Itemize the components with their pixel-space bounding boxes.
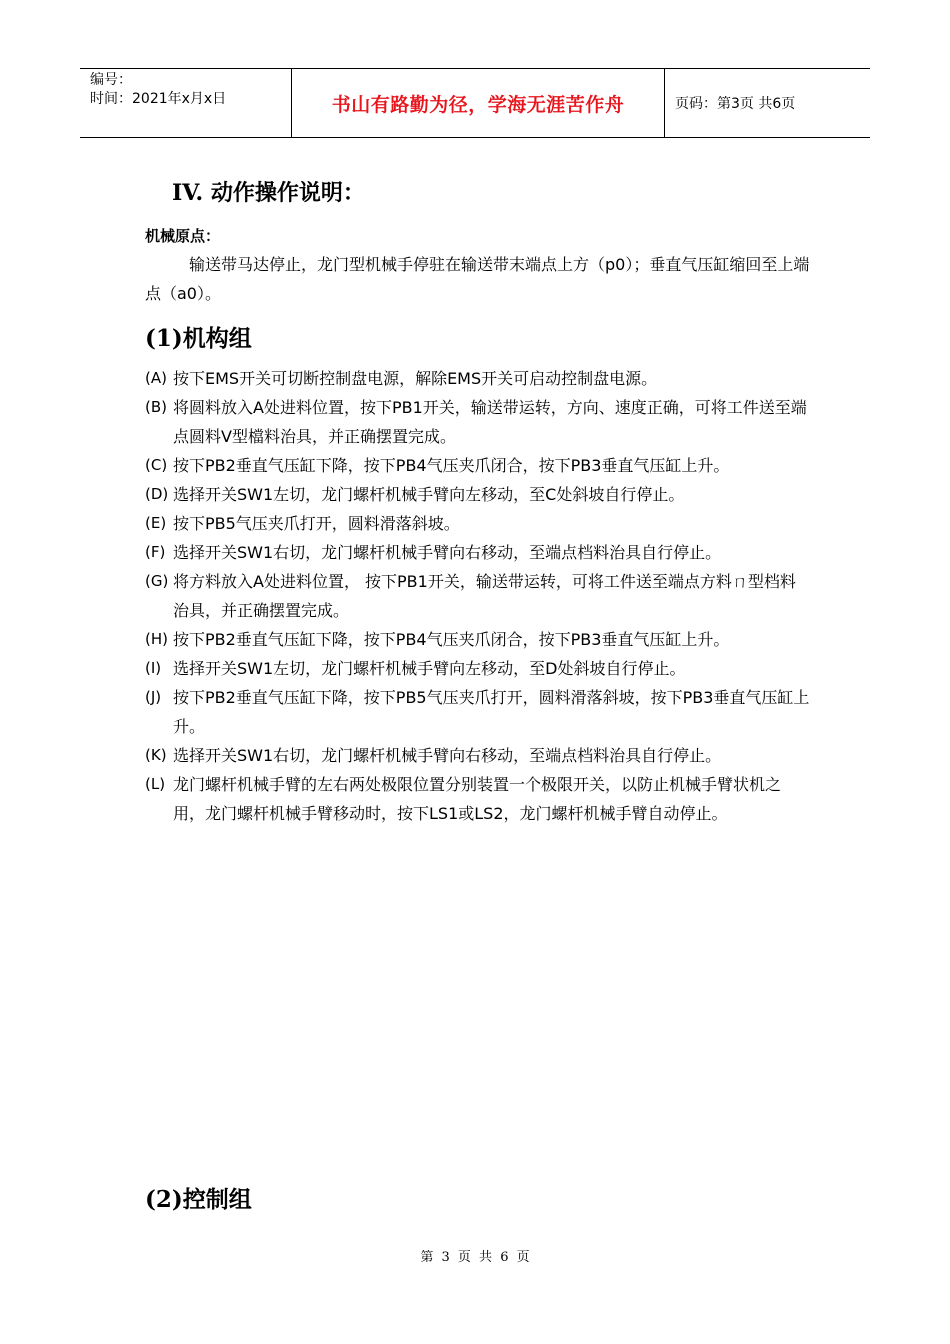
header-meta — [80, 69, 292, 137]
item-text: 按下PB2垂直气压缸下降，按下PB5气压夹爪打开，圆料滑落斜坡，按下PB3垂直气压缸上升。 — [173, 688, 810, 736]
list-item — [145, 509, 810, 538]
header-date: 时间：2021年x月x日 — [90, 91, 227, 107]
list-item — [145, 683, 810, 741]
group1-item-list — [145, 364, 810, 828]
list-item — [145, 625, 810, 654]
item-label: (J) — [145, 688, 162, 706]
group2-title: (2)控制组 — [145, 1186, 252, 1213]
item-text: 按下PB5气压夹爪打开，圆料滑落斜坡。 — [173, 514, 460, 533]
list-item — [145, 364, 810, 393]
list-item — [145, 538, 810, 567]
item-label: (C) — [145, 456, 168, 474]
item-label: (H) — [145, 630, 168, 648]
item-text: 按下PB2垂直气压缸下降，按下PB4气压夹爪闭合，按下PB3垂直气压缸上升。 — [173, 630, 730, 649]
item-label: (I) — [145, 659, 162, 677]
item-label: (A) — [145, 369, 167, 387]
item-text: 将圆料放入A处进料位置，按下PB1开关，输送带运转，方向、速度正确，可将工件送至端点圆料V型檔料治具，并正确摆置完成。 — [173, 398, 807, 446]
item-text: 选择开关SW1右切，龙门螺杆机械手臂向右移动，至端点档料治具自行停止。 — [173, 543, 722, 562]
item-text: 龙门螺杆机械手臂的左右两处极限位置分别装置一个极限开关，以防止机械手臂状机之用，龙门螺杆机械手臂移动时，按下LS1或LS2，龙门螺杆机械手臂自动停止。 — [173, 775, 782, 823]
header-number: 编号： — [90, 72, 132, 88]
origin-paragraph: 输送带马达停止，龙门型机械手停驻在输送带末端点上方（p0）；垂直气压缸缩回至上端点（a0）。 — [145, 255, 810, 303]
list-item — [145, 654, 810, 683]
list-item — [145, 567, 810, 625]
list-item — [145, 480, 810, 509]
list-item — [145, 741, 810, 770]
item-text: 按下EMS开关可切断控制盘电源，解除EMS开关可启动控制盘电源。 — [173, 369, 658, 388]
item-text: 选择开关SW1右切，龙门螺杆机械手臂向右移动，至端点档料治具自行停止。 — [173, 746, 722, 765]
list-item — [145, 451, 810, 480]
origin-title: 机械原点： — [145, 227, 221, 245]
list-item — [145, 770, 810, 828]
item-label: (L) — [145, 775, 166, 793]
list-item — [145, 393, 810, 451]
group1-title: (1)机构组 — [145, 325, 252, 352]
item-text: 选择开关SW1左切，龙门螺杆机械手臂向左移动，至D处斜坡自行停止。 — [173, 659, 686, 678]
item-text: 按下PB2垂直气压缸下降，按下PB4气压夹爪闭合，按下PB3垂直气压缸上升。 — [173, 456, 730, 475]
item-text: 选择开关SW1左切，龙门螺杆机械手臂向左移动，至C处斜坡自行停止。 — [173, 485, 685, 504]
item-label: (G) — [145, 572, 169, 590]
section-title: IV. 动作操作说明： — [172, 180, 365, 206]
item-label: (K) — [145, 746, 167, 764]
page-footer: 第 3 页 共 6 页 — [420, 1250, 530, 1265]
item-text: 将方料放入A处进料位置， 按下PB1开关，输送带运转，可将工件送至端点方料ㄇ型档料治具，并正确摆置完成。 — [173, 572, 796, 620]
header-page-info: 页码：第3页 共6页 — [675, 96, 796, 112]
item-label: (B) — [145, 398, 167, 416]
header-motto: 书山有路勤为径，学海无涯苦作舟 — [292, 69, 665, 137]
item-label: (D) — [145, 485, 169, 503]
item-label: (F) — [145, 543, 166, 561]
item-label: (E) — [145, 514, 167, 532]
page-header — [80, 68, 870, 138]
